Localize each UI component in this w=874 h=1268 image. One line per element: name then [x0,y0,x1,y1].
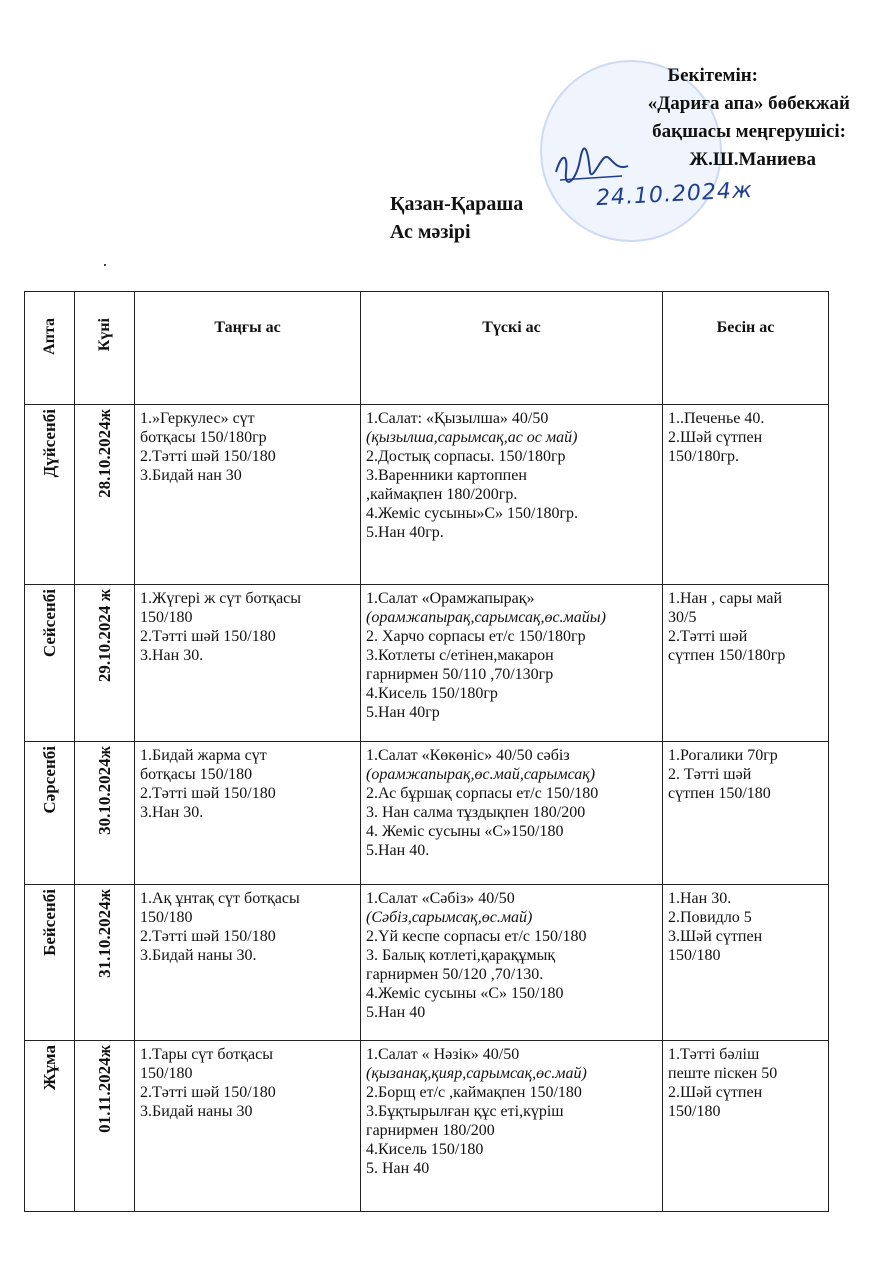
date-cell [75,742,135,885]
breakfast-item: 1.Тары сүт ботқасы [140,1046,273,1063]
breakfast-item: 3.Нан 30. [140,647,204,664]
lunch-item: 3.Котлеты с/етінен,макарон [366,647,554,664]
lunch-cell [361,742,663,885]
snack-item: пеште піскен 50 [668,1065,778,1082]
snack-item: сүтпен 150/180гр [668,647,786,664]
table-row [25,405,829,585]
lunch-item: 4.Жеміс сусыны «С» 150/180 [366,985,564,1002]
date-cell-text: 29.10.2024 ж [95,589,114,683]
breakfast-item: 150/180 [140,609,193,626]
snack-cell [663,885,829,1041]
snack-item: 2.Шәй сүтпен [668,1084,763,1101]
date-cell-text: 01.11.2024ж [95,1045,114,1133]
lunch-cell [361,405,663,585]
breakfast-item: 3.Бидай наны 30 [140,1103,253,1120]
breakfast-item: 2.Тәтті шәй 150/180 [140,628,276,645]
header-snack: Бесін ас [663,292,829,405]
header-week: Апта [25,292,75,405]
lunch-cell [361,1041,663,1212]
stray-dot [104,264,106,266]
lunch-item: 3.Варенники картоппен [366,467,527,484]
weekday-cell [25,405,75,585]
weekday-cell-text: Сейсенбі [40,589,59,658]
snack-item: 1.Тәтті бәліш [668,1046,760,1063]
lunch-item: 1.Салат «Көкөніс» 40/50 сәбіз [366,747,570,764]
lunch-item: 5.Нан 40гр [366,704,440,721]
snack-item: 2.Тәтті шәй [668,628,748,645]
lunch-item: 2. Харчо сорпасы ет/с 150/180гр [366,628,586,645]
breakfast-item: ботқасы 150/180гр [140,429,267,446]
lunch-item: 5.Нан 40гр. [366,524,444,541]
lunch-item: (қызылша,сарымсақ,ас ос май) [366,429,578,446]
lunch-item: 2.Борщ ет/с ,каймақпен 150/180 [366,1084,582,1101]
header-lunch: Түскі ас [361,292,663,405]
weekday-cell [25,885,75,1041]
lunch-item: 3. Нан салма тұздықпен 180/200 [366,804,586,821]
header-breakfast: Таңғы ас [135,292,361,405]
title-period: Қазан-Қараша [390,193,524,215]
snack-cell [663,585,829,742]
lunch-item: 1.Салат «Орамжапырақ» [366,590,535,607]
weekday-cell-text: Жұма [40,1045,59,1091]
lunch-item: 4.Жеміс сусыны»С» 150/180гр. [366,505,579,522]
weekday-cell [25,585,75,742]
approval-date: 24.10.2024ж [595,177,754,212]
date-cell-text: 28.10.2024ж [95,409,114,498]
date-cell-text: 30.10.2024ж [95,746,114,835]
lunch-item: (Сәбіз,сарымсақ,өс.май) [366,909,533,926]
snack-item: 2.Повидло 5 [668,909,752,926]
lunch-item: (орамжапырақ,өс.май,сарымсақ) [366,766,596,783]
breakfast-item: 1.Ақ ұнтақ сүт ботқасы [140,890,300,907]
snack-cell [663,742,829,885]
table-row [25,885,829,1041]
snack-item: 2.Шәй сүтпен [668,429,763,446]
breakfast-item: 2.Тәтті шәй 150/180 [140,928,276,945]
breakfast-item: 1.Жүгері ж сүт ботқасы [140,590,302,607]
breakfast-cell [135,1041,361,1212]
snack-item: 1.Нан 30. [668,890,732,907]
weekday-cell-text: Сәрсенбі [40,746,59,814]
table-row [25,742,829,885]
table-header-row [25,292,829,405]
breakfast-item: 150/180 [140,1065,193,1082]
lunch-item: (орамжапырақ,сарымсақ,өс.майы) [366,609,606,626]
snack-item: 150/180 [668,1103,721,1120]
breakfast-item: 150/180 [140,909,193,926]
breakfast-item: 3.Бидай наны 30. [140,947,257,964]
lunch-item: 2.Достық сорпасы. 150/180гр [366,448,566,465]
lunch-item: 4.Кисель 150/180 [366,1141,484,1158]
lunch-item: 5. Нан 40 [366,1160,430,1177]
snack-item: 1.Рогалики 70гр [668,747,778,764]
weekday-cell-text: Бейсенбі [40,889,59,956]
lunch-item: 2.Ас бұршақ сорпасы ет/с 150/180 [366,785,599,802]
snack-item: 2. Тәтті шәй [668,766,752,783]
snack-item: 3.Шәй сүтпен [668,928,763,945]
lunch-item: гарнирмен 180/200 [366,1122,495,1139]
breakfast-cell [135,405,361,585]
lunch-item: 2.Үй кеспе сорпасы ет/с 150/180 [366,928,587,945]
page-title [390,190,523,246]
date-cell [75,585,135,742]
approval-organization: «Дариға апа» бөбекжай [647,93,850,114]
table-row [25,585,829,742]
table-row [25,1041,829,1212]
weekday-cell-text: Дүйсенбі [40,409,59,478]
date-cell-text: 31.10.2024ж [95,889,114,978]
breakfast-item: 3.Бидай нан 30 [140,467,242,484]
breakfast-item: ботқасы 150/180 [140,766,253,783]
date-cell [75,1041,135,1212]
breakfast-cell [135,742,361,885]
weekday-cell [25,1041,75,1212]
menu-body [25,405,829,1212]
lunch-item: 1.Салат: «Қызылша» 40/50 [366,410,549,427]
menu-table [24,291,829,1212]
lunch-cell [361,585,663,742]
lunch-item: (қызанақ,қияр,сарымсақ,өс.май) [366,1065,587,1082]
approval-position: бақшасы меңгерушісі: [652,121,846,142]
approval-block [520,62,850,174]
breakfast-item: 1.Бидай жарма сүт [140,747,267,764]
breakfast-item: 2.Тәтті шәй 150/180 [140,785,276,802]
snack-item: 1..Печенье 40. [668,410,765,427]
approval-title: Бекітемін: [667,65,758,86]
breakfast-cell [135,885,361,1041]
lunch-item: 5.Нан 40. [366,842,430,859]
title-menu: Ас мәзірі [390,221,471,243]
snack-item: сүтпен 150/180 [668,785,771,802]
lunch-item: ,каймақпен 180/200гр. [366,486,518,503]
snack-item: 150/180гр. [668,448,740,465]
breakfast-item: 1.»Геркулес» сүт [140,410,255,427]
lunch-cell [361,885,663,1041]
snack-cell [663,1041,829,1212]
snack-item: 30/5 [668,609,697,626]
lunch-item: 3.Бұқтырылған құс еті,күріш [366,1103,564,1120]
lunch-item: гарнирмен 50/110 ,70/130гр [366,666,554,683]
weekday-cell [25,742,75,885]
lunch-item: 4.Кисель 150/180гр [366,685,498,702]
lunch-item: гарнирмен 50/120 ,70/130. [366,966,544,983]
breakfast-item: 2.Тәтті шәй 150/180 [140,448,276,465]
lunch-item: 4. Жеміс сусыны «С»150/180 [366,823,564,840]
breakfast-item: 2.Тәтті шәй 150/180 [140,1084,276,1101]
snack-item: 150/180 [668,947,721,964]
lunch-item: 3. Балық котлеті,қарақұмық [366,947,556,964]
lunch-item: 1.Салат « Нәзік» 40/50 [366,1046,520,1063]
breakfast-item: 3.Нан 30. [140,804,204,821]
date-cell [75,885,135,1041]
snack-cell [663,405,829,585]
lunch-item: 5.Нан 40 [366,1004,426,1021]
approval-name: Ж.Ш.Маниева [689,149,816,170]
lunch-item: 1.Салат «Сәбіз» 40/50 [366,890,515,907]
header-day: Күні [75,292,135,405]
date-cell [75,405,135,585]
snack-item: 1.Нан , сары май [668,590,783,607]
breakfast-cell [135,585,361,742]
